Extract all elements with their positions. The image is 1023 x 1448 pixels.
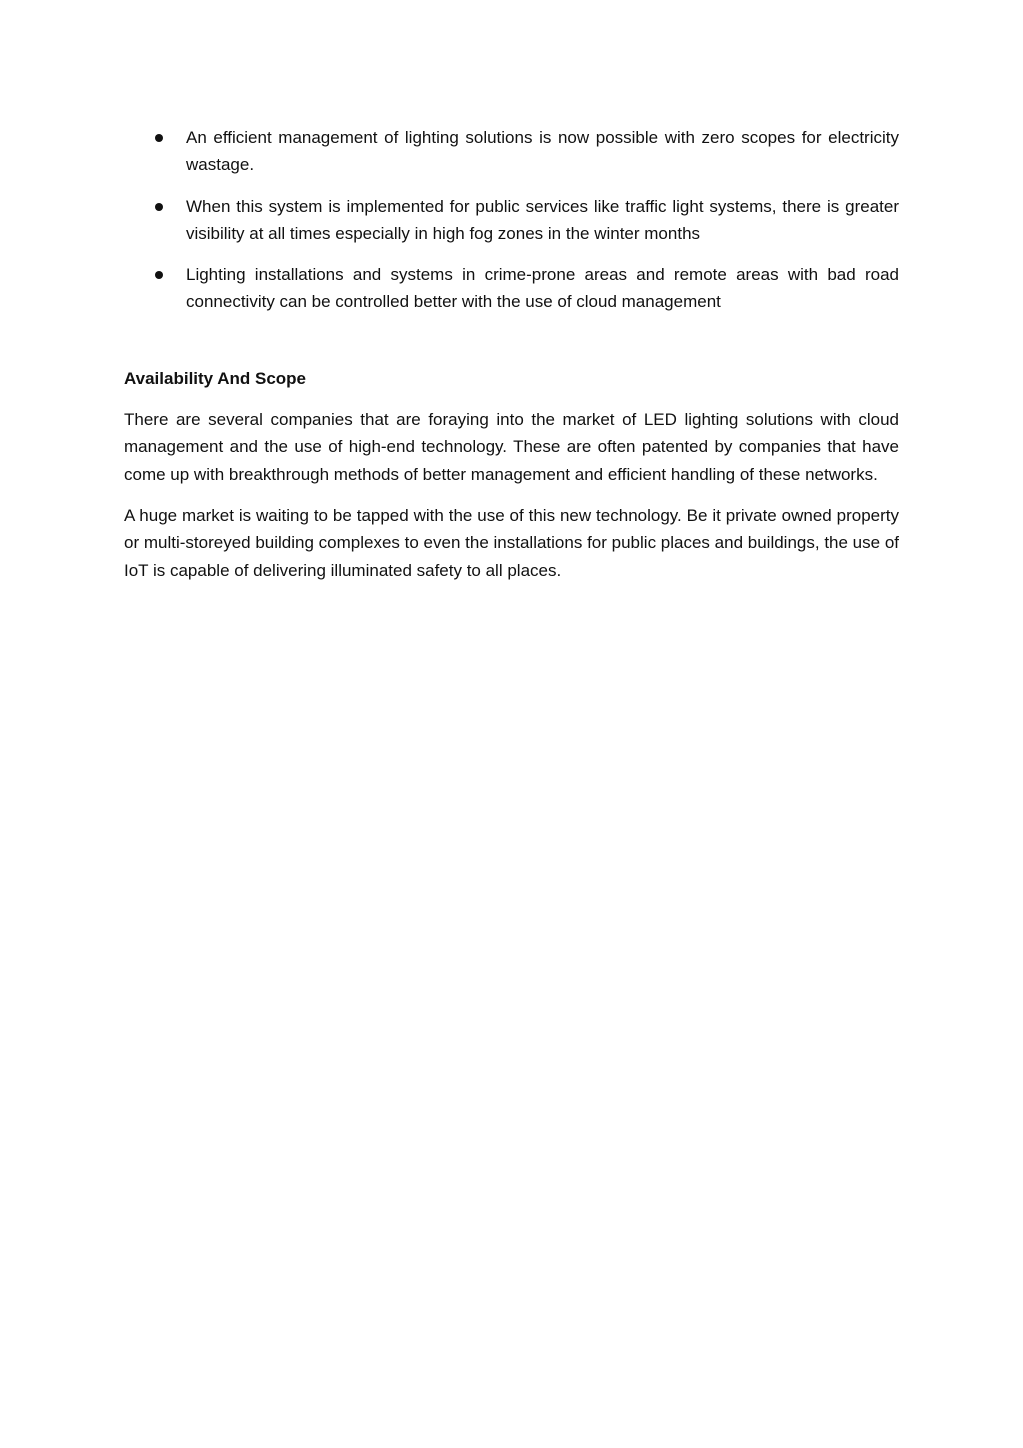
bullet-item [124, 193, 899, 248]
bullet-list [124, 124, 899, 316]
body-paragraph: A huge market is waiting to be tapped with the use of this new technology. Be it private owned property or multi-storeyed building complexes to even the installations for public places and buildings, the use of IoT is capable of delivering illuminated safety to all places. [124, 505, 899, 580]
page-content [124, 124, 899, 598]
bullet-dot-icon [155, 271, 163, 279]
bullet-text: An efficient management of lighting solutions is now possible with zero scopes for electricity wastage. [186, 128, 899, 175]
bullet-dot-icon [155, 134, 163, 142]
bullet-text: Lighting installations and systems in crime-prone areas and remote areas with bad road connectivity can be controlled better with the use of cloud management [186, 265, 899, 312]
bullet-item [124, 124, 899, 179]
bullet-dot-icon [155, 203, 163, 211]
section-heading: Availability And Scope [124, 368, 307, 388]
body-paragraph: There are several companies that are foraying into the market of LED lighting solutions with cloud management and the use of high-end technology. These are often patented by companies that have come up with breakthrough methods of better management and efficient handling of these networks. [124, 410, 899, 484]
bullet-text: When this system is implemented for public services like traffic light systems, there is greater visibility at all times especially in high fog zones in the winter months [186, 196, 899, 243]
bullet-item [124, 261, 899, 316]
